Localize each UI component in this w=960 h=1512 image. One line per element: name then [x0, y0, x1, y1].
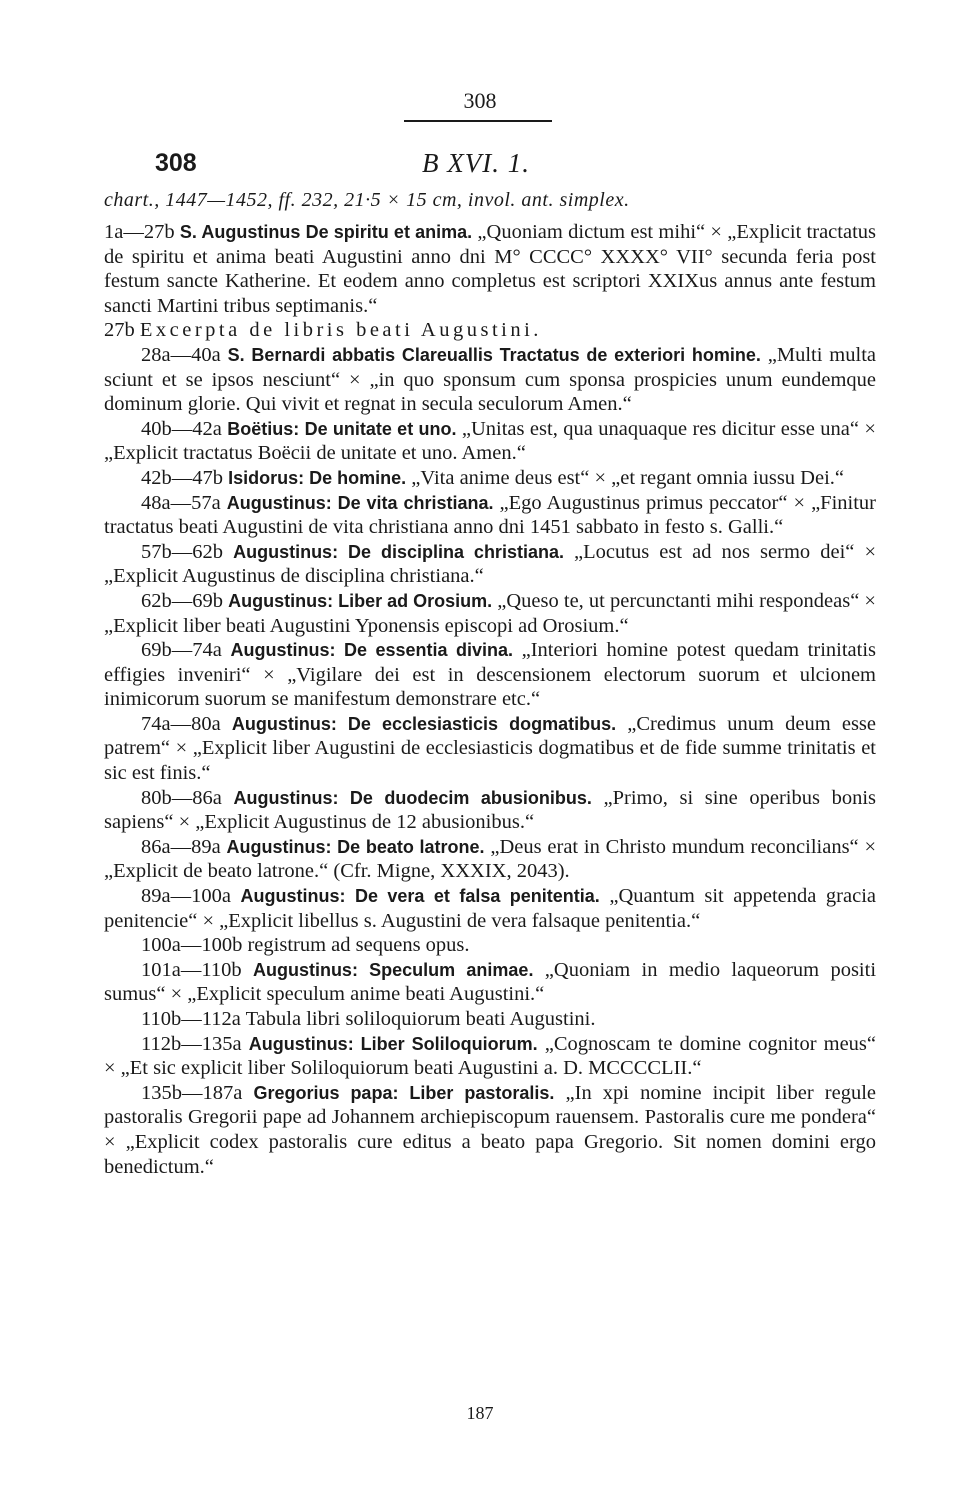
- folio-reference: 100a—100b: [141, 934, 243, 957]
- work-title: Augustinus: De duodecim abusionibus.: [233, 787, 592, 808]
- work-title: Augustinus: De ecclesiasticis dogmatibus.: [231, 713, 617, 734]
- content-entry: [104, 884, 876, 933]
- folio-reference: 69b—74a: [141, 639, 222, 662]
- incipit-explicit: „Cognoscam te domine cognitor meus“ × „Et sic explicit liber Soliloquiorum beati Augustini a. D. MCCCCLII.“: [104, 1032, 876, 1080]
- folio-reference: 80b—86a: [141, 786, 222, 809]
- content-entry: [104, 318, 876, 343]
- running-page-number: 308: [463, 88, 497, 113]
- entry-note: registrum ad sequens opus.: [247, 934, 470, 957]
- incipit-explicit: „Interiori homine potest quedam trinitatis effigies inveniri“ × „Vigilare dei est in descensionem electorum suorum et ulcionem inimicorum suorum se manifestum demonstrare etc.“: [104, 639, 876, 711]
- content-entry: [104, 343, 876, 417]
- incipit-explicit: „Primo, si sine operibus bonis sapiens“ × „Explicit Augustinus de 12 abusionibus.“: [104, 786, 877, 834]
- incipit-explicit: „In xpi nomine incipit liber regule pastoralis Gregorii pape ad Johannem archiepiscopum rauensem. Pastoralis cure me pondera“ × „Explicit codex pastoralis cure editus a beato papa Gregorio. Sit nomen domini ergo benedictum.“: [104, 1081, 876, 1178]
- incipit-explicit: „Deus erat in Christo mundum reconcilians“ × „Explicit de beato latrone.“ (Cfr. Migne, XXXIX, 2043).: [104, 835, 877, 883]
- incipit-explicit: „Quoniam in medio laqueorum positi sumus“ × „Explicit speculum anime beati Augustini.“: [104, 958, 877, 1006]
- incipit-explicit: „Quoniam dictum est mihi“ × „Explicit tractatus de spiritu et anima beati Augustini anno dni M° CCCC° XXXX° VII° secunda feria post festum sancte Katherine. Et eodem anno completus est scriptori XXIXus annus ante festum sancti Martini tribus septimanis.“: [104, 221, 876, 317]
- entry-signature: B XVI. 1.: [422, 148, 530, 178]
- work-title: Augustinus: De essentia divina.: [230, 640, 513, 661]
- folio-reference: 62b—69b: [141, 589, 223, 612]
- folio-reference: 48a—57a: [141, 491, 221, 514]
- content-entry: [104, 1081, 876, 1179]
- entry-heading: [155, 148, 855, 182]
- entry-note: Excerpta de libris beati Augustini.: [139, 319, 542, 342]
- content-entry: [104, 958, 876, 1007]
- content-entry: [104, 835, 876, 884]
- incipit-explicit: „Vita anime deus est“ × „et regant omnia iussu Dei.“: [406, 466, 844, 489]
- contents-list: [104, 220, 876, 1179]
- entry-number: 308: [155, 149, 197, 177]
- work-title: Augustinus: De vera et falsa penitentia.: [240, 886, 600, 907]
- incipit-explicit: „Queso te, ut percunctanti mihi respondeas“ × „Explicit liber beati Augustini Yponensis episcopi ad Orosium.“: [104, 589, 876, 637]
- incipit-explicit: „Unitas est, qua unaquaque res dicitur esse una“ × „Explicit tractatus Boëcii de unitate et uno. Amen.“: [104, 417, 876, 465]
- work-title: Augustinus: Liber Soliloquiorum.: [248, 1033, 538, 1054]
- folio-reference: 101a—110b: [141, 958, 242, 981]
- folio-reference: 86a—89a: [141, 835, 221, 858]
- content-entry: [104, 1032, 876, 1081]
- work-title: Augustinus: De vita christiana.: [226, 492, 494, 513]
- content-entry: [104, 466, 876, 491]
- work-title: Isidorus: De homine.: [228, 467, 407, 488]
- work-title: Augustinus: De beato latrone.: [226, 836, 485, 857]
- incipit-explicit: „Quantum sit appetenda gracia penitencie“ × „Explicit libellus s. Augustini de vera falsaque penitentia.“: [104, 885, 876, 932]
- incipit-explicit: „Multi multa sciunt et se ipsos nesciunt“ × „in quo sponsum cum sponsa prospicies unum eundemque dominum glorie. Qui vivit et regnat in secula seculorum Amen.“: [104, 343, 876, 416]
- manuscript-description: chart., 1447—1452, ff. 232, 21·5 × 15 cm, invol. ant. simplex.: [104, 189, 630, 211]
- work-title: S. Bernardi abbatis Clareuallis Tractatus de exteriori homine.: [227, 344, 761, 365]
- folio-reference: 74a—80a: [141, 712, 221, 735]
- content-entry: [104, 589, 876, 638]
- folio-reference: 28a—40a: [141, 343, 221, 366]
- content-entry: [104, 417, 876, 466]
- folio-reference: 112b—135a: [141, 1032, 242, 1055]
- folio-reference: 27b: [104, 319, 135, 342]
- content-entry: [104, 540, 876, 589]
- folio-reference: 135b—187a: [141, 1081, 243, 1104]
- folio-reference: 89a—100a: [141, 885, 231, 908]
- content-entry: [104, 491, 876, 540]
- content-entry: [104, 1007, 876, 1032]
- folio-reference: 1a—27b: [104, 221, 175, 243]
- work-title: S. Augustinus De spiritu et anima.: [179, 222, 473, 242]
- content-entry: [104, 786, 876, 835]
- folio-reference: 57b—62b: [141, 540, 223, 563]
- folio-reference: 110b—112a: [141, 1008, 241, 1030]
- work-title: Gregorius papa: Liber pastoralis.: [253, 1082, 555, 1103]
- header-rule: [404, 120, 552, 122]
- page-number: 187: [466, 1403, 494, 1423]
- work-title: Augustinus: De disciplina christiana.: [233, 541, 564, 562]
- incipit-explicit: „Ego Augustinus primus peccator“ × „Finitur tractatus beati Augustini de vita christiana anno dni 1451 sabbato in festo s. Galli.“: [104, 491, 876, 539]
- content-entry: [104, 220, 876, 318]
- incipit-explicit: „Credimus unum deum esse patrem“ × „Explicit liber Augustini de ecclesiasticis dogmatibus et de fide summe trinitatis et sic est finis.“: [104, 712, 876, 785]
- work-title: Augustinus: Speculum animae.: [252, 959, 534, 980]
- folio-reference: 40b—42a: [141, 417, 222, 440]
- content-entry: [104, 933, 876, 958]
- incipit-explicit: „Locutus est ad nos sermo dei“ × „Explicit Augustinus de disciplina christiana.“: [104, 540, 877, 588]
- work-title: Augustinus: Liber ad Orosium.: [228, 590, 493, 611]
- work-title: Boëtius: De unitate et uno.: [227, 418, 457, 439]
- entry-note: Tabula libri soliloquiorum beati Augustini.: [245, 1008, 596, 1030]
- content-entry: [104, 712, 876, 786]
- folio-reference: 42b—47b: [141, 466, 223, 489]
- content-entry: [104, 638, 876, 712]
